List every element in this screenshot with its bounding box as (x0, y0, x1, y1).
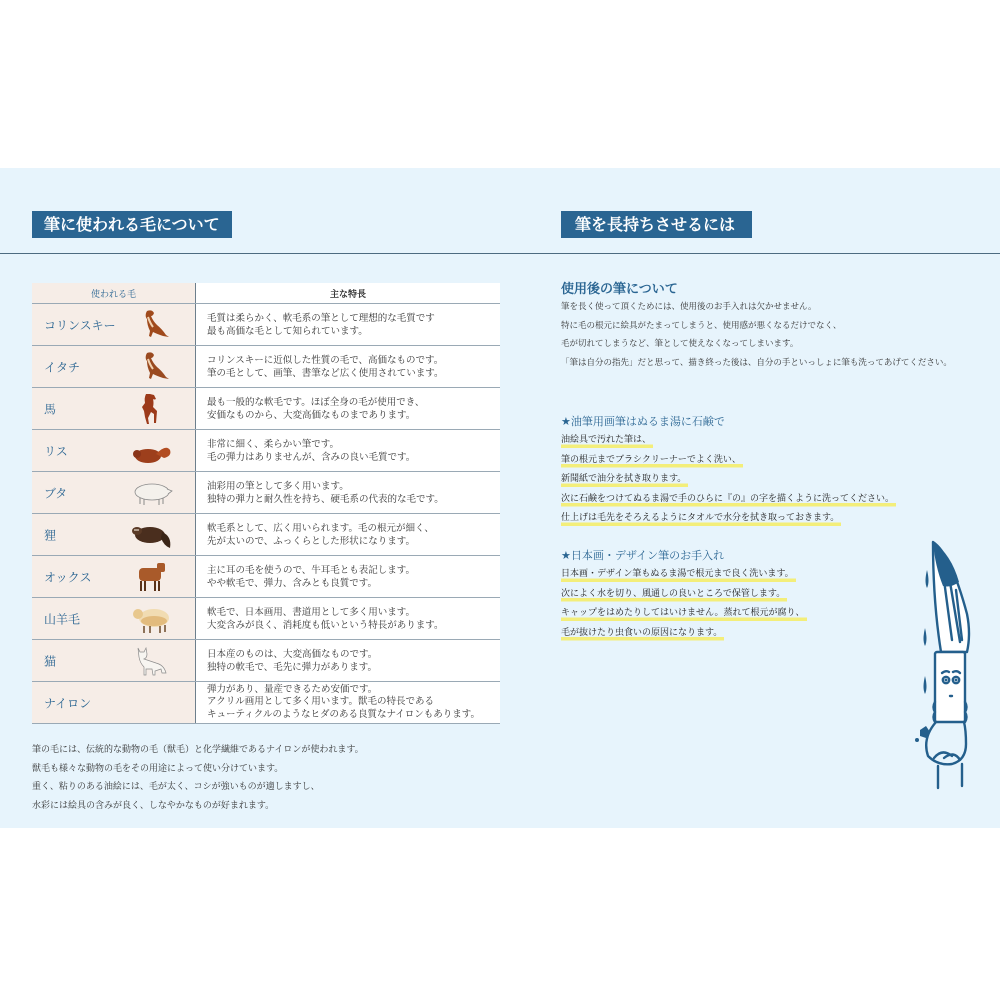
star-icon: ★ (561, 549, 571, 562)
column-header-features: 主な特長 (196, 283, 501, 304)
section-title-care: 筆を長持ちさせるには (561, 211, 752, 238)
hair-description: 先が太いので、ふっくらとした形状になります。 (207, 535, 416, 547)
oil-brush-steps: 油絵具で汚れた筆は、 筆の根元までブラシクリーナーでよく洗い、 新聞紙で油分を拭き取ります。 次に石鹸をつけてぬるま湯で手のひらに『の』の字を描くように洗ってください。 仕上げは毛先をそろえるようにタオルで水分を拭き取っておきます。 (561, 431, 896, 529)
table-row (32, 472, 500, 514)
hair-description: アクリル画用として多く用います。獣毛の特長である (207, 696, 434, 708)
hair-description: 独特の軟毛で、毛先に弾力があります。 (207, 661, 378, 673)
table-header-row (32, 283, 500, 304)
hair-name: イタチ (44, 360, 81, 374)
hair-name: 馬 (44, 402, 57, 416)
table-row (32, 556, 500, 598)
table-row (32, 304, 500, 346)
hair-description: 油彩用の筆として多く用います。 (207, 480, 349, 492)
hair-description: 軟毛で、日本画用、書道用として多く用います。 (207, 606, 416, 618)
star-icon: ★ (561, 415, 571, 428)
hair-name: オックス (44, 570, 92, 584)
hair-name: 山羊毛 (44, 612, 81, 626)
squirrel-icon (130, 434, 174, 467)
kolinsky-icon (130, 308, 174, 341)
hair-description: 大変含みが良く、消耗度も低いという特長があります。 (207, 619, 444, 631)
hair-description: 安価なものから、大変高価なものまであります。 (207, 409, 416, 421)
after-use-heading: 使用後の筆について (561, 282, 678, 297)
oil-brush-heading: ★油筆用画筆はぬるま湯に石鹸で (561, 415, 725, 428)
hair-name: ナイロン (44, 696, 92, 710)
goat-icon (130, 602, 174, 635)
cat-icon (130, 644, 174, 677)
hair-name: 猫 (44, 654, 57, 668)
weasel-icon (130, 350, 174, 383)
nihonga-brush-heading: ★日本画・デザイン筆のお手入れ (561, 549, 725, 562)
table-row (32, 430, 500, 472)
hair-description: 毛質は柔らかく、軟毛系の筆として理想的な毛質です (207, 312, 435, 324)
brush-mascot-illustration (880, 530, 980, 790)
table-row (32, 388, 500, 430)
hair-name: コリンスキー (44, 318, 116, 332)
hair-description: 毛の弾力はありませんが、含みの良い毛質です。 (207, 451, 416, 463)
hair-description: やや軟毛で、弾力、含みとも良質です。 (207, 577, 378, 589)
pig-icon (130, 476, 174, 509)
table-row (32, 640, 500, 682)
column-header-hair: 使われる毛 (32, 283, 196, 304)
table-row (32, 514, 500, 556)
horse-icon (130, 392, 174, 425)
hair-description: 最も一般的な軟毛です。ほぼ全身の毛が使用でき、 (207, 396, 425, 408)
table-row (32, 346, 500, 388)
section-divider (0, 253, 1000, 254)
nihonga-brush-steps: 日本画・デザイン筆もぬるま湯で根元まで良く洗います。 次によく水を切り、風通しの良いところで保管します。 キャップをはめたりしてはいけません。蒸れて根元が腐り、 毛が抜けたり虫食いの原因になります。 (561, 565, 807, 643)
hair-description: 筆の毛として、画筆、書筆など広く使用されています。 (207, 367, 444, 379)
after-use-paragraph: 筆を長く使って頂くためには、使用後のお手入れは欠かせません。 特に毛の根元に絵具がたまってしまうと、使用感が悪くなるだけでなく、 毛が切れてしまうなど、筆として使えなくなってしまいます。 「筆は自分の指先」だと思って、描き終った後は、自分の手といっしょに筆も洗ってあげてください。 (561, 302, 952, 368)
hair-description: 非常に細く、柔らかい筆です。 (207, 438, 340, 450)
hair-description: 弾力があり、量産できるため安価です。 (207, 683, 378, 695)
hair-summary-paragraph: 筆の毛には、伝統的な動物の毛（獣毛）と化学繊維であるナイロンが使われます。 獣毛も様々な動物の毛をその用途によって使い分けています。 重く、粘りのある油絵には、毛が太く、コシが強いものが適しますし、 水彩には絵具の含みが良く、しなやかなものが好まれます。 (32, 745, 364, 811)
hair-name: リス (44, 444, 68, 458)
hair-description: コリンスキーに近似した性質の毛で、高価なものです。 (207, 354, 444, 366)
raccoon-dog-icon (130, 518, 174, 551)
hair-name: 狸 (44, 528, 57, 542)
hair-description: 主に耳の毛を使うので、牛耳毛とも表記します。 (207, 564, 416, 576)
table-row (32, 682, 500, 724)
hair-description: 日本産のものは、大変高価なものです。 (207, 648, 378, 660)
hair-description: 独特の弾力と耐久性を持ち、硬毛系の代表的な毛です。 (207, 493, 444, 505)
hair-description: 最も高価な毛として知られています。 (207, 325, 368, 337)
ox-icon (130, 560, 174, 593)
hair-types-table (32, 283, 500, 724)
hair-name: ブタ (44, 486, 68, 500)
table-row (32, 598, 500, 640)
hair-description: キューティクルのようなヒダのある良質なナイロンもあります。 (207, 708, 481, 720)
section-title-hair: 筆に使われる毛について (32, 211, 232, 238)
hair-description: 軟毛系として、広く用いられます。毛の根元が細く、 (207, 522, 434, 534)
